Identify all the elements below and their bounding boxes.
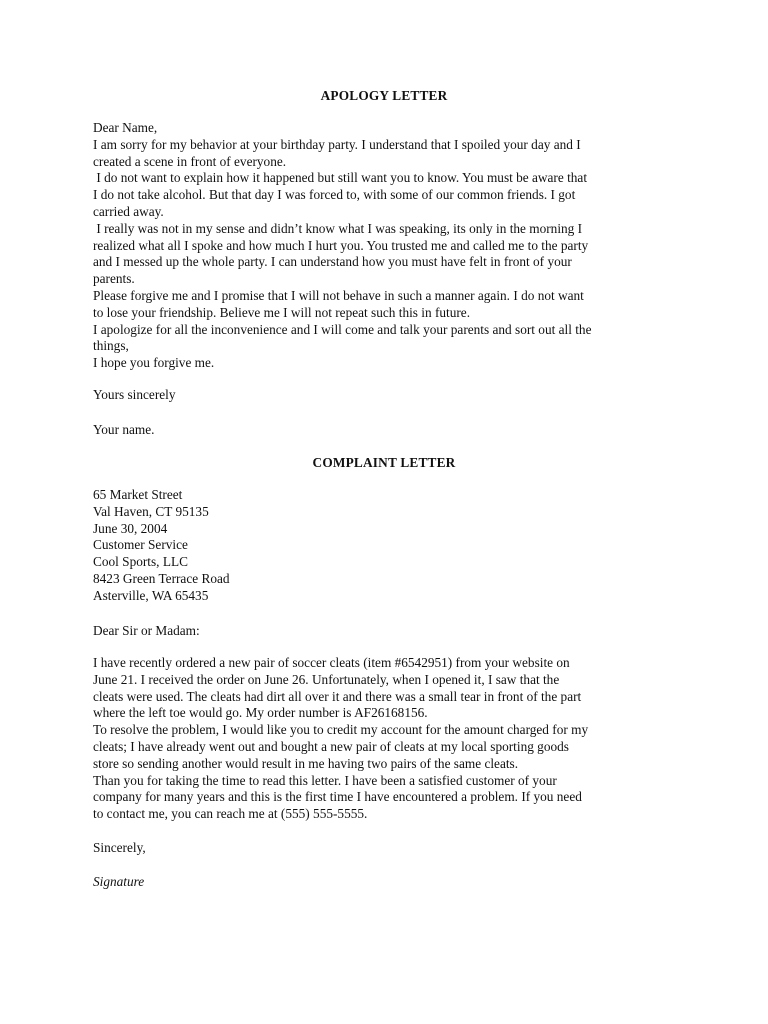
apology-body-line: to lose your friendship. Believe me I will not repeat such this in future. (93, 304, 471, 320)
complaint-body-line: to contact me, you can reach me at (555) 555-5555. (93, 806, 368, 822)
apology-letter (93, 120, 683, 372)
complaint-body-line: store so sending another would result in me having two pairs of the same cleats. (93, 755, 519, 771)
apology-salutation: Dear Name, (93, 120, 158, 135)
apology-body-line: I really was not in my sense and didn’t know what I was speaking, its only in the morning I (93, 220, 583, 236)
complaint-closing: Sincerely, (93, 840, 146, 855)
apology-body-line: created a scene in front of everyone. (93, 153, 287, 169)
apology-body-line: I do not want to explain how it happened but still want you to know. You must be aware that (93, 170, 588, 186)
apology-body-line: Please forgive me and I promise that I will not behave in such a manner again. I do not want (93, 287, 584, 303)
complaint-signature: Signature (93, 874, 145, 889)
address-line: 65 Market Street (93, 487, 183, 502)
apology-body-line: I do not take alcohol. But that day I was forced to, with some of our common friends. I got (93, 187, 576, 203)
address-line: June 30, 2004 (93, 520, 168, 536)
apology-body-line: carried away. (93, 203, 164, 219)
apology-body-line: I apologize for all the inconvenience and I will come and talk your parents and sort out all the (93, 321, 592, 337)
complaint-body-line: cleats were used. The cleats had dirt all over it and there was a small tear in front of the part (93, 688, 582, 704)
address-line: Customer Service (93, 537, 188, 553)
complaint-body-line: cleats; I have already went out and bought a new pair of cleats at my local sporting goods (93, 738, 569, 754)
address-line: Asterville, WA 65435 (93, 587, 209, 603)
apology-body-line: things, (93, 338, 129, 354)
apology-body-line: parents. (93, 271, 135, 287)
complaint-body-line: where the left toe would go. My order number is AF26168156. (93, 705, 428, 721)
address-line: 8423 Green Terrace Road (93, 570, 230, 586)
apology-body-line: I am sorry for my behavior at your birthday party. I understand that I spoiled your day and I (93, 136, 581, 152)
complaint-body-line: June 21. I received the order on June 26. Unfortunately, when I opened it, I saw that the (93, 671, 560, 687)
complaint-body-line: company for many years and this is the first time I have encountered a problem. If you need (93, 789, 582, 805)
apology-name: Your name. (93, 422, 155, 437)
complaint-body-line: I have recently ordered a new pair of soccer cleats (item #6542951) from your website on (93, 655, 570, 670)
complaint-body (93, 655, 683, 823)
apology-body-line: I hope you forgive me. (93, 355, 215, 371)
complaint-body-line: Than you for taking the time to read this letter. I have been a satisfied customer of your (93, 772, 557, 788)
apology-title: APOLOGY LETTER (320, 88, 448, 103)
address-line: Cool Sports, LLC (93, 554, 188, 570)
complaint-body-line: To resolve the problem, I would like you to credit my account for the amount charged for my (93, 722, 589, 738)
apology-closing: Yours sincerely (93, 387, 176, 402)
apology-body-line: and I messed up the whole party. I can understand how you must have felt in front of your (93, 254, 572, 270)
complaint-salutation: Dear Sir or Madam: (93, 623, 200, 638)
complaint-title: COMPLAINT LETTER (312, 455, 456, 470)
apology-body-line: realized what all I spoke and how much I hurt you. You trusted me and called me to the party (93, 237, 589, 253)
address-line: Val Haven, CT 95135 (93, 503, 209, 519)
complaint-address (93, 487, 683, 605)
